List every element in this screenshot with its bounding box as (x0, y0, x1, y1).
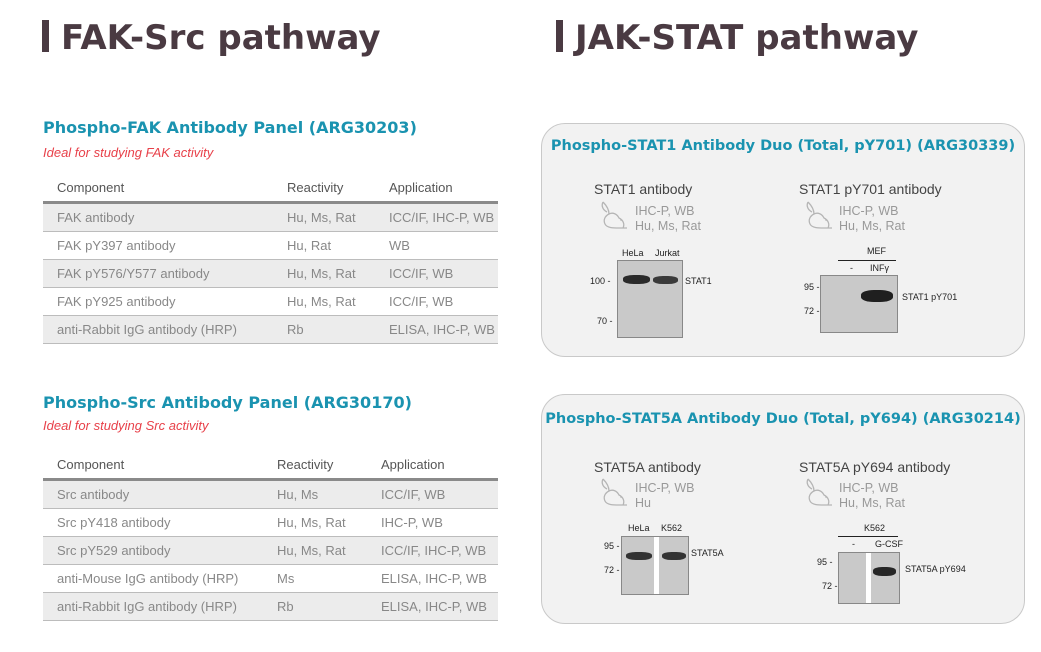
header-component: Component (43, 451, 263, 480)
src-panel-title: Phospho-Src Antibody Panel (ARG30170) (43, 393, 412, 412)
western-blot (621, 536, 689, 595)
jak-stat-heading: JAK-STAT pathway (556, 18, 918, 58)
table-row: FAK pY576/Y577 antibody Hu, Ms, Rat ICC/IF, WB (43, 260, 498, 288)
lane-label: Jurkat (655, 248, 680, 258)
stat1-py701-antibody-meta: IHC-P, WB Hu, Ms, Rat (839, 204, 905, 233)
group-line (838, 536, 898, 537)
lane-label: INFγ (870, 263, 889, 273)
rabbit-icon (802, 200, 836, 232)
fak-src-heading: FAK-Src pathway (42, 18, 381, 58)
mw-marker: 72 - (822, 581, 838, 591)
mw-marker: 95 - (604, 541, 620, 551)
rabbit-icon (802, 477, 836, 509)
mw-marker: 72 - (604, 565, 620, 575)
table-row: FAK antibody Hu, Ms, Rat ICC/IF, IHC-P, WB (43, 203, 498, 232)
rabbit-icon (597, 200, 631, 232)
mw-marker: 95 - (817, 557, 833, 567)
group-label: MEF (867, 246, 886, 256)
blot-band (861, 290, 893, 302)
blot-band (873, 567, 896, 576)
stat5a-duo-box (541, 394, 1025, 624)
blot-gap (866, 553, 871, 603)
lane-label: G-CSF (875, 539, 903, 549)
table-row: FAK pY397 antibody Hu, Rat WB (43, 232, 498, 260)
group-line (838, 260, 896, 261)
fak-panel-title: Phospho-FAK Antibody Panel (ARG30203) (43, 118, 417, 137)
western-blot (820, 275, 898, 333)
mw-marker: 70 - (597, 316, 613, 326)
blot-gap (654, 537, 659, 594)
table-row: anti-Rabbit IgG antibody (HRP) Rb ELISA, IHC-P, WB (43, 316, 498, 344)
header-reactivity: Reactivity (263, 451, 367, 480)
table-row: Src pY529 antibody Hu, Ms, Rat ICC/IF, IHC-P, WB (43, 537, 498, 565)
band-label: STAT1 (685, 276, 712, 286)
stat5a-duo-title: Phospho-STAT5A Antibody Duo (Total, pY694) (ARG30214) (545, 411, 1021, 427)
table-header (43, 174, 498, 203)
stat1-antibody-meta: IHC-P, WB Hu, Ms, Rat (635, 204, 701, 233)
heading-bar (42, 20, 49, 52)
band-label: STAT1 pY701 (902, 292, 958, 302)
mw-marker: 100 - (590, 276, 611, 286)
stat1-antibody-name: STAT1 antibody (594, 181, 693, 197)
mw-marker: 72 - (804, 306, 820, 316)
src-panel-subtitle: Ideal for studying Src activity (43, 418, 209, 433)
group-label: K562 (864, 523, 886, 533)
lane-label: - (852, 539, 855, 549)
stat1-py701-antibody-name: STAT1 pY701 antibody (799, 181, 942, 197)
stat1-duo-box (541, 123, 1025, 357)
table-row: anti-Mouse IgG antibody (HRP) Ms ELISA, IHC-P, WB (43, 565, 498, 593)
blot-band (653, 276, 678, 284)
header-component: Component (43, 174, 273, 203)
stat5a-antibody-name: STAT5A antibody (594, 459, 701, 475)
band-label: STAT5A (691, 548, 724, 558)
mw-marker: 95 - (804, 282, 820, 292)
fak-panel-subtitle: Ideal for studying FAK activity (43, 145, 214, 160)
blot-band (623, 275, 650, 284)
lane-label: - (850, 263, 853, 273)
lane-label: K562 (661, 523, 683, 533)
stat5a-antibody-meta: IHC-P, WB Hu (635, 481, 695, 510)
fak-component-table (43, 174, 498, 344)
table-row: Src pY418 antibody Hu, Ms, Rat IHC-P, WB (43, 509, 498, 537)
western-blot (617, 260, 683, 338)
table-row: anti-Rabbit IgG antibody (HRP) Rb ELISA, IHC-P, WB (43, 593, 498, 621)
blot-band (626, 552, 652, 560)
heading-bar (556, 20, 563, 52)
stat5a-py694-antibody-meta: IHC-P, WB Hu, Ms, Rat (839, 481, 905, 510)
header-application: Application (375, 174, 498, 203)
lane-label: HeLa (628, 523, 650, 533)
blot-band (662, 552, 686, 560)
lane-label: HeLa (622, 248, 644, 258)
table-row: Src antibody Hu, Ms ICC/IF, WB (43, 480, 498, 509)
western-blot (838, 552, 900, 604)
header-reactivity: Reactivity (273, 174, 375, 203)
stat5a-py694-antibody-name: STAT5A pY694 antibody (799, 459, 951, 475)
table-header (43, 451, 498, 480)
stat1-duo-title: Phospho-STAT1 Antibody Duo (Total, pY701) (ARG30339) (550, 138, 1016, 154)
src-component-table (43, 451, 498, 621)
band-label: STAT5A pY694 (905, 564, 966, 574)
table-row: FAK pY925 antibody Hu, Ms, Rat ICC/IF, WB (43, 288, 498, 316)
header-application: Application (367, 451, 498, 480)
rabbit-icon (597, 477, 631, 509)
